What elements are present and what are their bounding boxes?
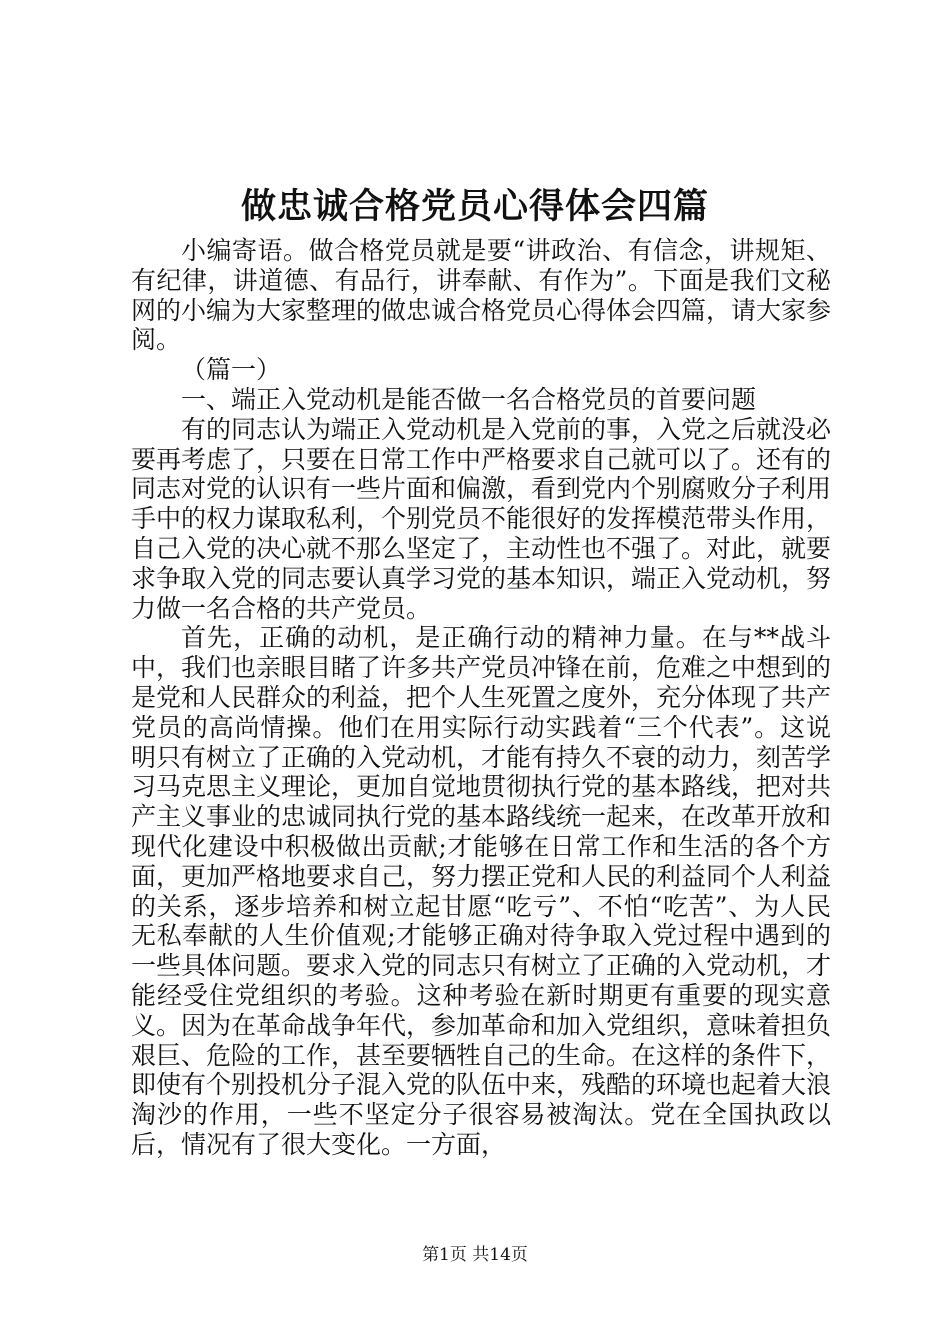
page-footer: 第1页 共14页 xyxy=(422,1245,528,1265)
document-title: 做忠诚合格党员心得体会四篇 xyxy=(240,186,709,227)
section-heading: 一、端正入党动机是能否做一名合格党员的首要问题 xyxy=(181,384,757,414)
section-label: （篇一） xyxy=(181,355,282,385)
intro-paragraph: 小编寄语。做合格党员就是要“讲政治、有信念，讲规矩、有纪律，讲道德、有品行，讲奉献、有作为”。下面是我们文秘网的小编为大家整理的做忠诚合格党员心得体会四篇，请大家参阅。 xyxy=(131,236,832,355)
document-body xyxy=(131,236,831,1160)
body-paragraph: 有的同志认为端正入党动机是入党前的事，入党之后就没必要再考虑了，只要在日常工作中严格要求自己就可以了。还有的同志对党的认识有一些片面和偏激，看到党内个别腐败分子利用手中的权力谋取私利，个别党员不能很好的发挥模范带头作用，自己入党的决心就不那么坚定了，主动性也不强了。对此，就要求争取入党的同志要认真学习党的基本知识，端正入党动机，努力做一名合格的共产党员。 xyxy=(131,414,832,623)
body-paragraph: 首先，正确的动机，是正确行动的精神力量。在与**战斗中，我们也亲眼目睹了许多共产党员冲锋在前，危难之中想到的是党和人民群众的利益，把个人生死置之度外，充分体现了共产党员的高尚情操。他们在用实际行动实践着“三个代表”。这说明只有树立了正确的入党动机，才能有持久不衰的动力，刻苦学习马克思主义理论，更加自觉地贯彻执行党的基本路线，把对共产主义事业的忠诚同执行党的基本路线统一起来，在改革开放和现代化建设中积极做出贡献;才能够在日常工作和生活的各个方面，更加严格地要求自己，努力摆正党和人民的利益同个人利益的关系，逐步培养和树立起甘愿“吃亏”、不怕“吃苦”、为人民无私奉献的人生价值观;才能够正确对待争取入党过程中遇到的一些具体问题。要求入党的同志只有树立了正确的入党动机，才能经受住党组织的考验。这种考验在新时期更有重要的现实意义。因为在革命战争年代，参加革命和加入党组织，意味着担负艰巨、危险的工作，甚至要牺牲自己的生命。在这样的条件下，即使有个别投机分子混入党的队伍中来，残酷的环境也起着大浪淘沙的作用，一些不坚定分子很容易被淘汰。党在全国执政以后，情况有了很大变化。一方面， xyxy=(131,623,832,1159)
